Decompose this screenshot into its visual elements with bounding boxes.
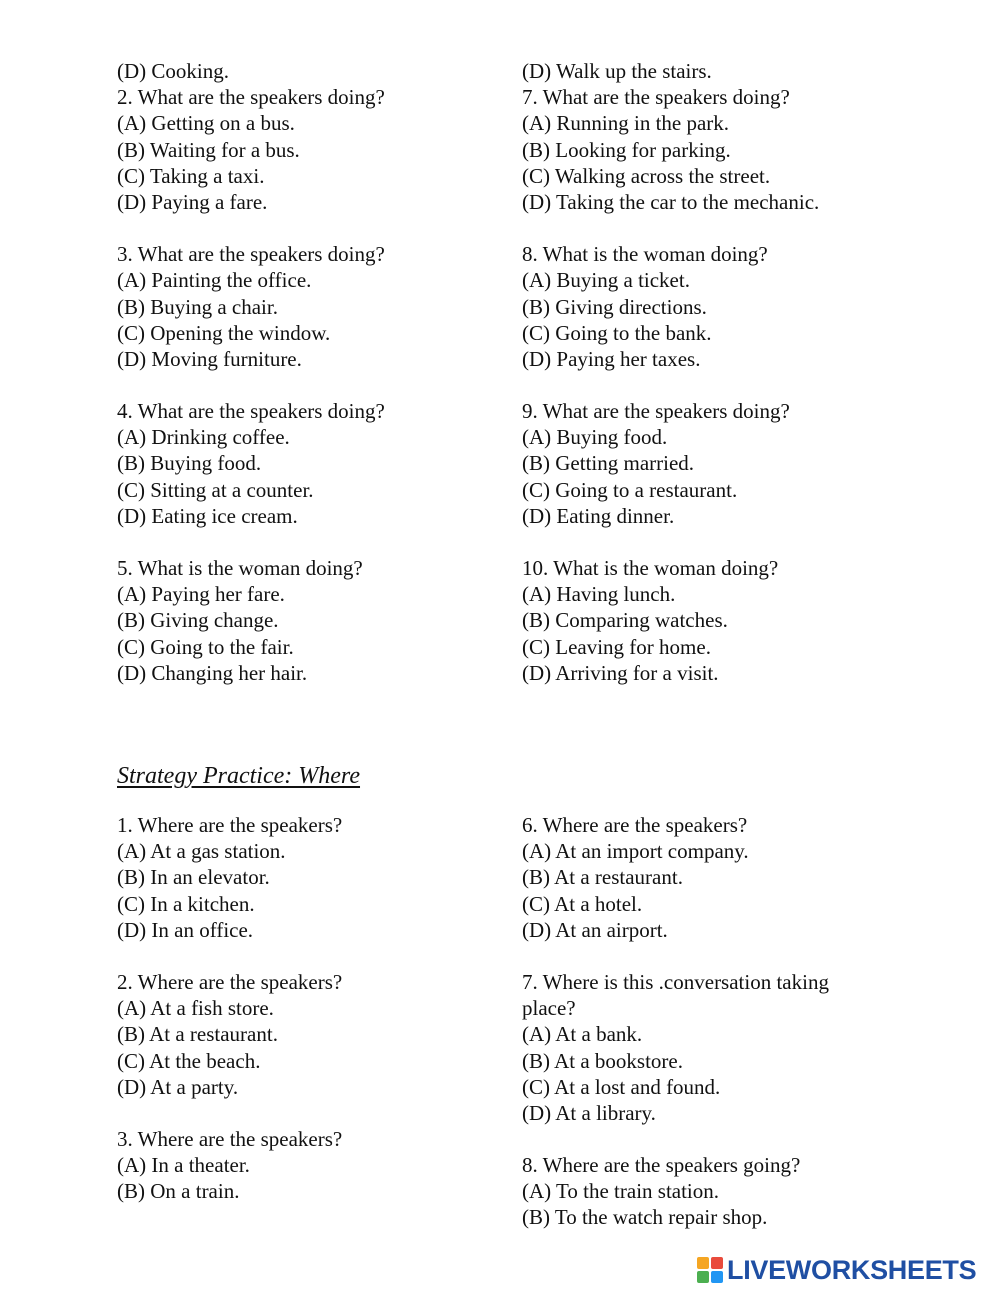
question-gap xyxy=(522,215,922,241)
question-text: 8. Where are the speakers going? xyxy=(522,1153,801,1178)
answer-option: (C) Going to the bank. xyxy=(522,320,712,345)
answer-option: (C) At a lost and found. xyxy=(522,1074,721,1099)
answer-option: (B) Comparing watches. xyxy=(522,608,728,633)
answer-option: (C) At the beach. xyxy=(117,1048,261,1073)
answer-option: (D) Arriving for a visit. xyxy=(522,660,719,685)
answer-option: (A) Drinking coffee. xyxy=(117,425,290,450)
answer-option: (D) At a library. xyxy=(522,1100,656,1125)
liveworksheets-logo[interactable] xyxy=(697,1254,976,1286)
answer-option: (C) Taking a taxi. xyxy=(117,163,265,188)
answer-option: (D) Eating dinner. xyxy=(522,503,675,528)
question-text: 3. Where are the speakers? xyxy=(117,1126,343,1151)
question-text: 7. What are the speakers doing? xyxy=(522,85,790,110)
answer-option: (B) Buying food. xyxy=(117,451,262,476)
question-text: 10. What is the woman doing? xyxy=(522,556,779,580)
section2-right-column xyxy=(522,812,922,1231)
answer-option: (A) At a fish store. xyxy=(117,996,274,1021)
answer-option: (B) On a train. xyxy=(117,1179,240,1204)
question-gap xyxy=(522,1126,922,1152)
answer-option: (B) Waiting for a bus. xyxy=(117,137,300,162)
answer-option: (A) Buying a ticket. xyxy=(522,268,690,293)
section1-left-column xyxy=(117,58,517,686)
answer-option: (D) Cooking. xyxy=(117,59,229,83)
answer-option: (C) Going to the fair. xyxy=(117,634,294,659)
answer-option: (B) Giving change. xyxy=(117,608,279,633)
answer-option: (A) Buying food. xyxy=(522,425,668,450)
answer-option: (D) Changing her hair. xyxy=(117,660,308,685)
answer-option: (B) At a bookstore. xyxy=(522,1048,683,1073)
answer-option: (B) To the watch repair shop. xyxy=(522,1205,768,1230)
logo-block xyxy=(711,1271,723,1283)
question-gap xyxy=(117,1100,517,1126)
answer-option: (A) Paying her fare. xyxy=(117,582,285,607)
question-gap xyxy=(117,372,517,398)
question-text: place? xyxy=(522,996,576,1021)
answer-option: (A) At a bank. xyxy=(522,1022,643,1047)
answer-option: (D) Eating ice cream. xyxy=(117,503,298,528)
answer-option: (B) Getting married. xyxy=(522,451,695,476)
question-text: 7. Where is this .conversation taking xyxy=(522,969,829,994)
question-text: 2. Where are the speakers? xyxy=(117,969,343,994)
question-text: 4. What are the speakers doing? xyxy=(117,399,385,424)
question-text: 6. Where are the speakers? xyxy=(522,813,748,837)
answer-option: (C) Sitting at a counter. xyxy=(117,477,314,502)
section1-right-column xyxy=(522,58,922,686)
answer-option: (A) Painting the office. xyxy=(117,268,312,293)
answer-option: (A) In a theater. xyxy=(117,1153,250,1178)
question-text: 2. What are the speakers doing? xyxy=(117,85,385,110)
question-gap xyxy=(522,943,922,969)
answer-option: (C) Walking across the street. xyxy=(522,163,771,188)
answer-option: (D) At a party. xyxy=(117,1074,239,1099)
answer-option: (A) At a gas station. xyxy=(117,839,286,864)
answer-option: (B) At a restaurant. xyxy=(522,865,683,890)
answer-option: (B) Buying a chair. xyxy=(117,294,278,319)
question-gap xyxy=(117,943,517,969)
question-text: 9. What are the speakers doing? xyxy=(522,399,790,424)
question-gap xyxy=(117,529,517,555)
answer-option: (C) At a hotel. xyxy=(522,891,643,916)
logo-block xyxy=(711,1257,723,1269)
question-gap xyxy=(522,529,922,555)
answer-option: (A) Running in the park. xyxy=(522,111,730,136)
answer-option: (D) At an airport. xyxy=(522,917,668,942)
answer-option: (B) Giving directions. xyxy=(522,294,707,319)
question-gap xyxy=(522,372,922,398)
answer-option: (B) In an elevator. xyxy=(117,865,270,890)
answer-option: (D) Paying a fare. xyxy=(117,189,268,214)
logo-blocks-icon xyxy=(697,1257,723,1283)
logo-block xyxy=(697,1257,709,1269)
answer-option: (D) Paying her taxes. xyxy=(522,346,701,371)
answer-option: (C) Opening the window. xyxy=(117,320,331,345)
question-text: 3. What are the speakers doing? xyxy=(117,242,385,267)
section-heading-where: Strategy Practice: Where xyxy=(117,763,361,789)
answer-option: (C) Going to a restaurant. xyxy=(522,477,738,502)
logo-text: LIVEWORKSHEETS xyxy=(727,1255,977,1285)
answer-option: (D) In an office. xyxy=(117,917,254,942)
answer-option: (A) Getting on a bus. xyxy=(117,111,295,136)
answer-option: (D) Taking the car to the mechanic. xyxy=(522,189,820,214)
question-gap xyxy=(117,215,517,241)
answer-option: (B) Looking for parking. xyxy=(522,137,731,162)
answer-option: (A) To the train station. xyxy=(522,1179,720,1204)
question-text: 1. Where are the speakers? xyxy=(117,813,343,837)
answer-option: (D) Moving furniture. xyxy=(117,346,302,371)
question-text: 5. What is the woman doing? xyxy=(117,556,363,580)
answer-option: (C) Leaving for home. xyxy=(522,634,711,659)
answer-option: (A) Having lunch. xyxy=(522,582,676,607)
answer-option: (A) At an import company. xyxy=(522,839,749,864)
answer-option: (C) In a kitchen. xyxy=(117,891,255,916)
answer-option: (B) At a restaurant. xyxy=(117,1022,278,1047)
logo-block xyxy=(697,1271,709,1283)
section2-left-column xyxy=(117,812,517,1204)
answer-option: (D) Walk up the stairs. xyxy=(522,59,712,83)
question-text: 8. What is the woman doing? xyxy=(522,242,768,267)
